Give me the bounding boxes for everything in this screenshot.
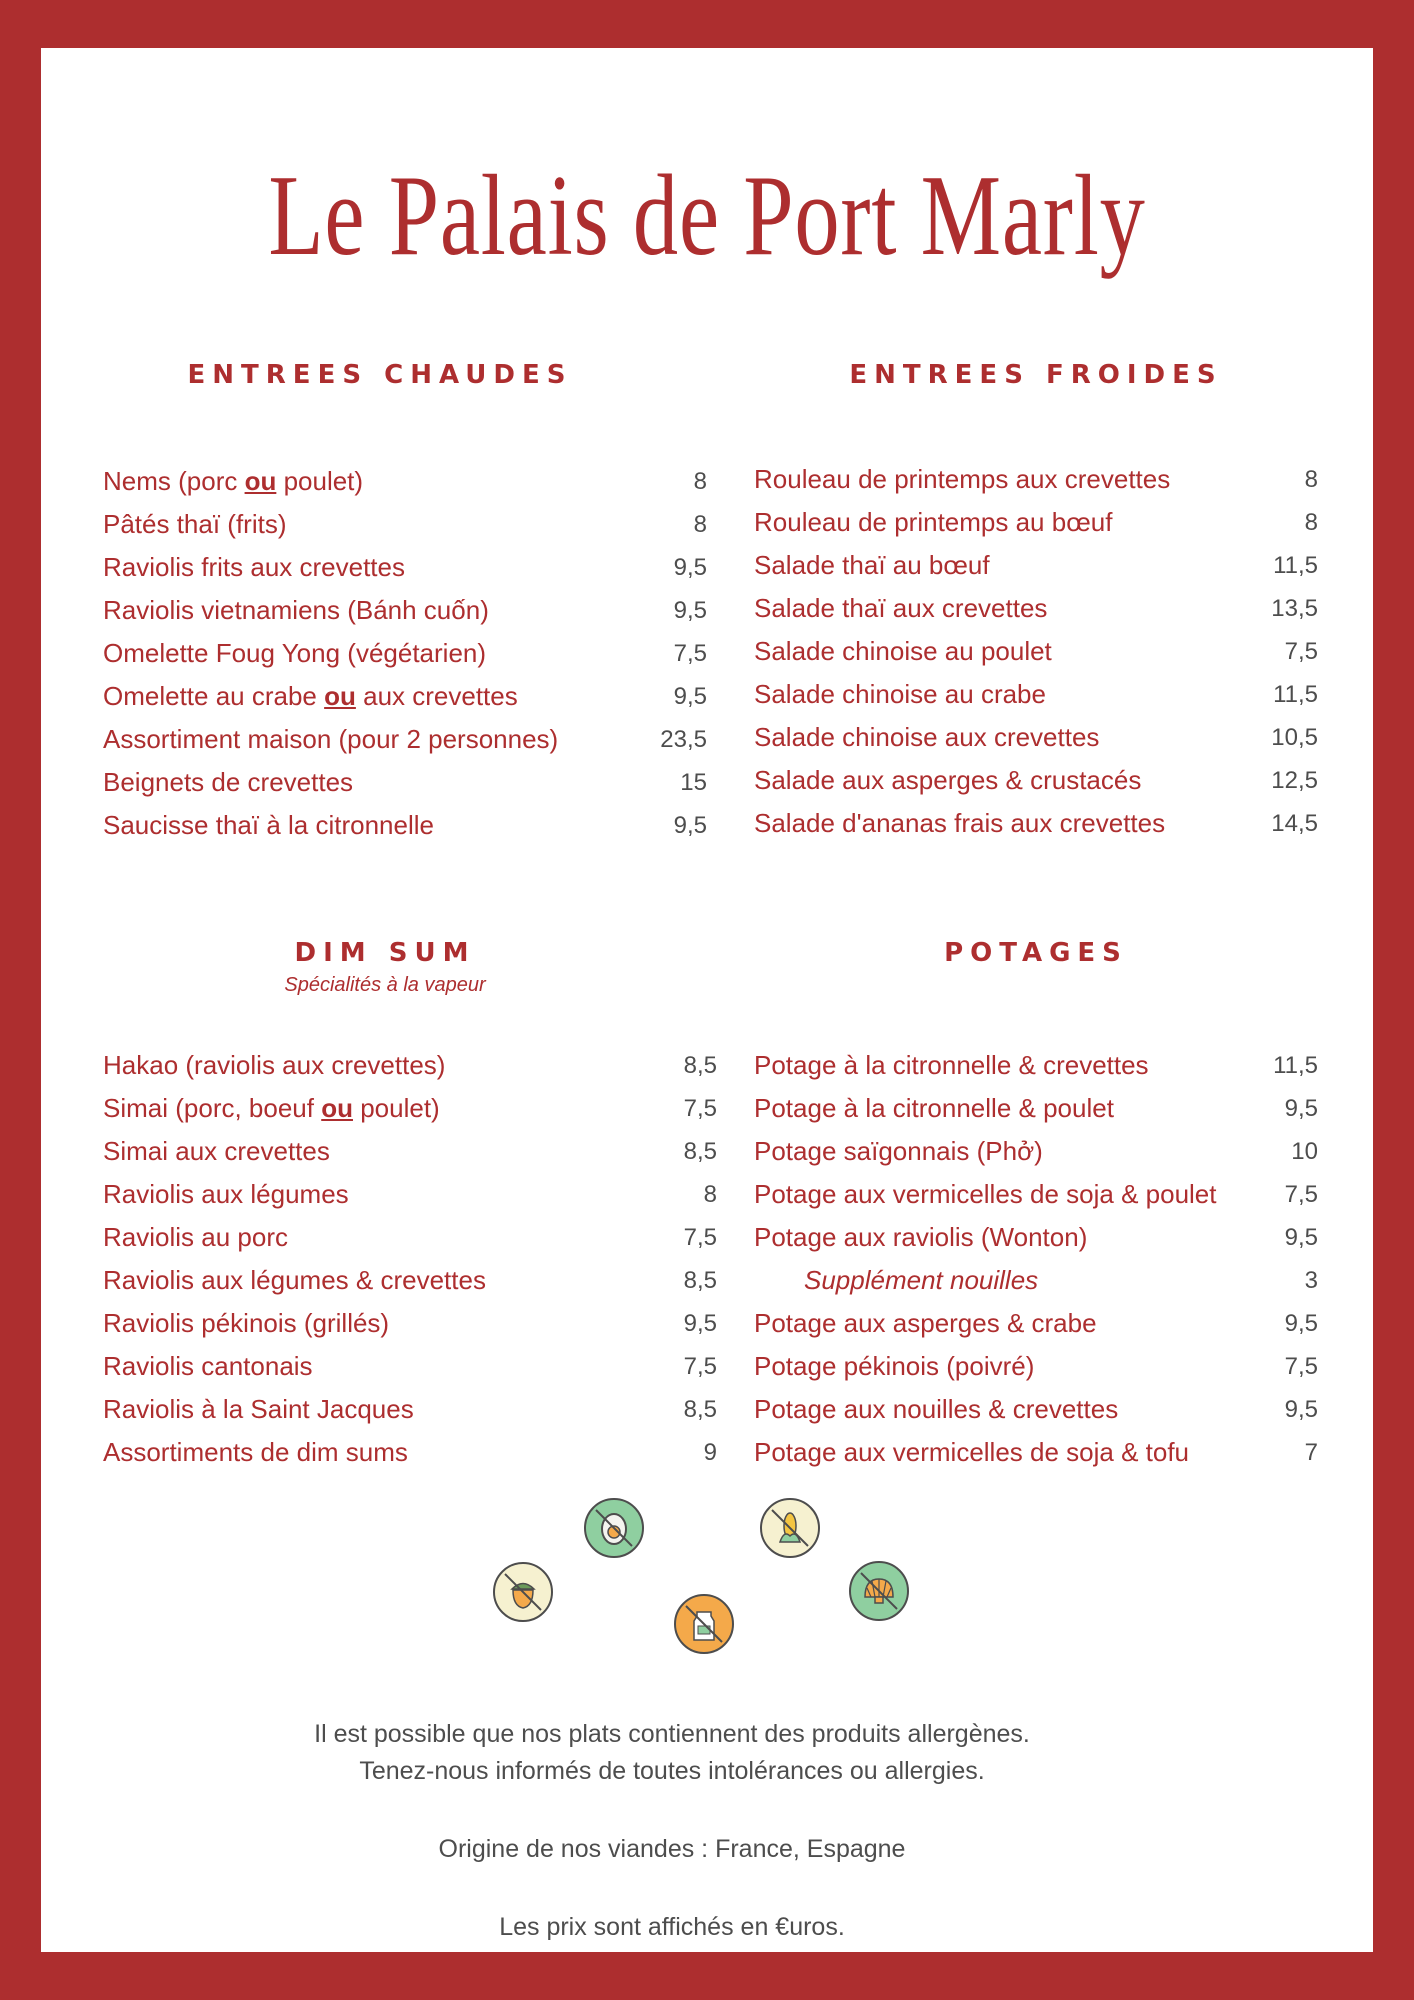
menu-item <box>103 1351 717 1394</box>
menu-item-name <box>754 550 990 581</box>
menu-item-price: 9,5 <box>1284 1224 1318 1251</box>
menu-item-text: Salade thaï au bœuf <box>754 550 990 580</box>
menu-item-price: 13,5 <box>1271 595 1318 622</box>
menu-item-price: 8,5 <box>683 1052 717 1079</box>
menu-item-price: 9,5 <box>1284 1396 1318 1423</box>
menu-item <box>103 552 707 595</box>
menu-item-price: 3 <box>1304 1267 1318 1294</box>
menu-item <box>103 1136 717 1179</box>
menu-item <box>103 1093 717 1136</box>
menu-item-text: Raviolis au porc <box>103 1222 288 1252</box>
menu-item-price: 9,5 <box>1284 1095 1318 1122</box>
menu-item <box>103 638 707 681</box>
menu-item-name <box>103 1308 389 1339</box>
menu-item <box>103 595 707 638</box>
menu-item-or: ou <box>244 466 277 496</box>
menu-item-text: Assortiment maison (pour 2 personnes) <box>103 724 559 754</box>
menu-item-name <box>103 595 489 626</box>
menu-item <box>754 1351 1318 1394</box>
menu-item-name <box>754 765 1141 796</box>
menu-item-name <box>804 1265 1038 1296</box>
menu-item-text: Salade thaï aux crevettes <box>754 593 1048 623</box>
menu-item-text: Salade aux asperges & crustacés <box>754 765 1142 795</box>
menu-item <box>103 1179 717 1222</box>
menu-list <box>103 1050 717 1480</box>
menu-item-text: poulet) <box>352 1093 440 1123</box>
menu-item-name <box>754 1308 1097 1339</box>
menu-item <box>754 593 1318 636</box>
menu-item <box>754 1265 1318 1308</box>
menu-item-text: Omelette au crabe <box>103 681 325 711</box>
menu-item-name <box>754 1136 1043 1167</box>
menu-item-price: 8 <box>1304 509 1318 536</box>
meat-origin: Origine de nos viandes : France, Espagne <box>438 1835 906 1863</box>
menu-item-price: 23,5 <box>660 726 707 753</box>
allergen-note-line-1: Il est possible que nos plats contiennent des produits allergènes. <box>314 1720 1030 1748</box>
menu-list <box>754 1050 1318 1480</box>
menu-item-name <box>103 767 353 798</box>
menu-item <box>754 1093 1318 1136</box>
section-heading: ENTREES FROIDES <box>849 360 1223 390</box>
menu-item <box>103 1394 717 1437</box>
menu-item-price: 7,5 <box>1284 638 1318 665</box>
menu-item <box>754 1437 1318 1480</box>
menu-item-text: aux crevettes <box>355 681 518 711</box>
menu-item-price: 7,5 <box>673 640 707 667</box>
menu-item-text: Rouleau de printemps au bœuf <box>754 507 1113 537</box>
menu-item <box>103 1050 717 1093</box>
menu-item <box>103 466 707 509</box>
section-potages <box>754 886 1318 1486</box>
menu-item-name <box>754 507 1112 538</box>
menu-item-price: 7,5 <box>1284 1181 1318 1208</box>
menu-item-price: 9,5 <box>673 554 707 581</box>
allergen-note-line-2: Tenez-nous informés de toutes intolérances ou allergies. <box>359 1757 985 1785</box>
menu-item-price: 8 <box>1304 466 1318 493</box>
menu-item-name <box>754 1437 1189 1468</box>
menu-item-text: Potage saïgonnais (Phở) <box>754 1136 1043 1166</box>
menu-item-text: Raviolis cantonais <box>103 1351 313 1381</box>
menu-item-text: Potage pékinois (poivré) <box>754 1351 1035 1381</box>
menu-item-name <box>103 509 287 540</box>
menu-item <box>103 1308 717 1351</box>
menu-item-name <box>754 1222 1087 1253</box>
menu-item-name <box>754 1050 1149 1081</box>
menu-item-or: ou <box>321 1093 353 1123</box>
section-dim-sum <box>103 886 717 1486</box>
menu-item-name <box>103 810 434 841</box>
menu-item <box>754 550 1318 593</box>
menu-item-price: 12,5 <box>1271 767 1318 794</box>
menu-item-price: 7,5 <box>683 1095 717 1122</box>
menu-item-price: 8 <box>703 1181 717 1208</box>
menu-item <box>754 1179 1318 1222</box>
menu-item <box>103 509 707 552</box>
currency-note: Les prix sont affichés en €uros. <box>499 1913 845 1941</box>
menu-item-text: Raviolis aux légumes & crevettes <box>103 1265 486 1295</box>
menu-item-text: Salade chinoise aux crevettes <box>754 722 1100 752</box>
menu-item-name <box>754 722 1099 753</box>
menu-item-name <box>103 466 363 497</box>
menu-item-text: Supplément nouilles <box>804 1265 1039 1295</box>
menu-item-name <box>103 724 558 755</box>
menu-item <box>103 767 707 810</box>
menu-item-price: 9,5 <box>683 1310 717 1337</box>
menu-item-name <box>103 1050 445 1081</box>
menu-item-text: Simai aux crevettes <box>103 1136 330 1166</box>
menu-item <box>754 507 1318 550</box>
menu-item-price: 8 <box>693 468 707 495</box>
menu-item <box>754 1308 1318 1351</box>
menu-item-text: Raviolis vietnamiens (Bánh cuốn) <box>103 595 489 625</box>
menu-item-text: Beignets de crevettes <box>103 767 354 797</box>
menu-item-price: 7,5 <box>683 1353 717 1380</box>
menu-item <box>754 1394 1318 1437</box>
menu-item-name <box>754 808 1165 839</box>
menu-item-text: Potage aux nouilles & crevettes <box>754 1394 1119 1424</box>
menu-item <box>754 808 1318 851</box>
menu-item-text: Potage aux asperges & crabe <box>754 1308 1097 1338</box>
menu-item-name <box>754 679 1046 710</box>
menu-item-name <box>103 1136 330 1167</box>
menu-item-price: 8 <box>693 511 707 538</box>
menu-item-name <box>754 1351 1034 1382</box>
menu-item-text: Salade chinoise au poulet <box>754 636 1052 666</box>
menu-item-price: 10 <box>1291 1138 1318 1165</box>
menu-item <box>103 810 707 853</box>
menu-item-text: Rouleau de printemps aux crevettes <box>754 464 1171 494</box>
menu-item-or: ou <box>324 681 356 711</box>
menu-item <box>754 1050 1318 1093</box>
menu-item-name <box>754 593 1047 624</box>
menu-item-price: 9,5 <box>673 597 707 624</box>
section-heading: ENTREES CHAUDES <box>187 360 573 390</box>
menu-item-price: 15 <box>680 769 707 796</box>
menu-item-name <box>103 681 518 712</box>
menu-item <box>103 1437 717 1480</box>
menu-item-price: 9,5 <box>673 683 707 710</box>
menu-item-price: 11,5 <box>1273 681 1318 708</box>
restaurant-title: Le Palais de Port Marly <box>268 152 1146 280</box>
menu-item <box>103 1222 717 1265</box>
menu-item-text: Salade d'ananas frais aux crevettes <box>754 808 1166 838</box>
menu-item-name <box>754 464 1170 495</box>
menu-item-text: Salade chinoise au crabe <box>754 679 1046 709</box>
menu-item-name <box>103 1351 313 1382</box>
menu-item-price: 7 <box>1304 1439 1318 1466</box>
menu-item-name <box>103 1437 408 1468</box>
menu-item-text: Assortiments de dim sums <box>103 1437 408 1467</box>
menu-item <box>754 636 1318 679</box>
menu-list <box>103 466 707 853</box>
menu-item <box>103 1265 717 1308</box>
no-corn-icon <box>760 1498 820 1558</box>
menu-item-price: 10,5 <box>1271 724 1318 751</box>
menu-item-name <box>103 1265 486 1296</box>
menu-item-name <box>103 638 486 669</box>
menu-item <box>754 1222 1318 1265</box>
menu-item-price: 7,5 <box>1284 1353 1318 1380</box>
section-entrees-froides <box>754 306 1318 866</box>
menu-item-price: 8,5 <box>683 1138 717 1165</box>
menu-item <box>754 722 1318 765</box>
menu-item-name <box>103 552 405 583</box>
menu-item-text: Potage à la citronnelle & crevettes <box>754 1050 1149 1080</box>
menu-item-price: 11,5 <box>1273 1052 1318 1079</box>
menu-item-name <box>754 1394 1118 1425</box>
menu-item-price: 8,5 <box>683 1267 717 1294</box>
menu-item-text: Potage aux vermicelles de soja & tofu <box>754 1437 1190 1467</box>
menu-item-text: Hakao (raviolis aux crevettes) <box>103 1050 446 1080</box>
menu-item-price: 9 <box>703 1439 717 1466</box>
section-subheading: Spécialités à la vapeur <box>284 974 486 996</box>
no-egg-icon <box>584 1498 644 1558</box>
menu-item-text: Saucisse thaï à la citronnelle <box>103 810 434 840</box>
menu-item <box>754 679 1318 722</box>
menu-item-price: 7,5 <box>683 1224 717 1251</box>
menu-item-text: Simai (porc, boeuf <box>103 1093 322 1123</box>
menu-item-name <box>754 636 1052 667</box>
menu-item-price: 11,5 <box>1273 552 1318 579</box>
menu-item-price: 9,5 <box>673 812 707 839</box>
menu-item-text: Potage aux raviolis (Wonton) <box>754 1222 1088 1252</box>
section-heading: DIM SUM <box>294 938 476 968</box>
menu-item-text: Raviolis à la Saint Jacques <box>103 1394 414 1424</box>
menu-item-name <box>103 1179 349 1210</box>
menu-item-name <box>103 1093 440 1124</box>
menu-item-text: Raviolis pékinois (grillés) <box>103 1308 390 1338</box>
menu-item-name <box>754 1093 1114 1124</box>
menu-item-name <box>103 1394 414 1425</box>
menu-item-name <box>754 1179 1217 1210</box>
no-milk-icon <box>674 1594 734 1654</box>
no-shellfish-icon <box>849 1561 909 1621</box>
menu-item-text: Nems (porc <box>103 466 245 496</box>
menu-item-text: Potage à la citronnelle & poulet <box>754 1093 1114 1123</box>
menu-item-price: 14,5 <box>1271 810 1318 837</box>
menu-item-text: Pâtés thaï (frits) <box>103 509 287 539</box>
menu-item <box>754 765 1318 808</box>
menu-item-price: 8,5 <box>683 1396 717 1423</box>
section-entrees-chaudes <box>103 306 707 866</box>
menu-item-price: 9,5 <box>1284 1310 1318 1337</box>
menu-item <box>103 681 707 724</box>
menu-item-text: poulet) <box>276 466 364 496</box>
menu-list <box>754 464 1318 851</box>
menu-item <box>754 464 1318 507</box>
menu-item <box>103 724 707 767</box>
menu-item-text: Potage aux vermicelles de soja & poulet <box>754 1179 1217 1209</box>
menu-item <box>754 1136 1318 1179</box>
menu-item-name <box>103 1222 288 1253</box>
menu-item-text: Raviolis aux légumes <box>103 1179 349 1209</box>
menu-page <box>41 48 1373 1952</box>
menu-item-text: Raviolis frits aux crevettes <box>103 552 405 582</box>
section-heading: POTAGES <box>944 938 1128 968</box>
menu-item-text: Omelette Foug Yong (végétarien) <box>103 638 487 668</box>
no-nut-icon <box>493 1562 553 1622</box>
